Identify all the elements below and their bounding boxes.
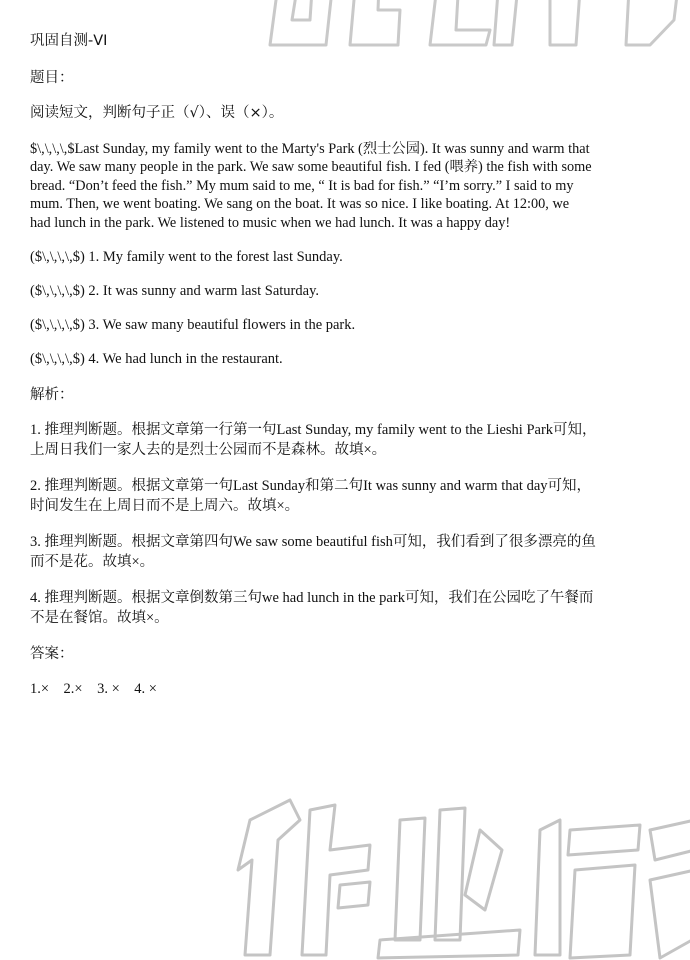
- instruction-text: 阅读短文，判断句子正（√）、误（×）。: [30, 105, 284, 121]
- statement-4: ($\,\,\,\,$) 4. We had lunch in the restaurant.: [30, 351, 283, 367]
- analysis-line: 3. 推理判断题。根据文章第四句We saw some beautiful fish可知，我们看到了很多漂亮的鱼: [30, 534, 596, 550]
- passage-line: mum. Then, we went boating. We sang on the boat. It was so nice. I like boating. At 12:00, we: [30, 196, 570, 213]
- analysis-line: 4. 推理判断题。根据文章倒数第三句we had lunch in the park可知，我们在公园吃了午餐而: [30, 590, 594, 606]
- passage-line: had lunch in the park. We listened to music when we had lunch. It was a happy day!: [30, 214, 511, 231]
- question-label: 题目：: [30, 70, 74, 86]
- answer-label: 答案：: [30, 646, 74, 662]
- analysis-item-4: [30, 589, 662, 628]
- analysis-line: 上周日我们一家人去的是烈士公园而不是森林。故填×。: [30, 441, 387, 458]
- analysis-line: 不是在餐馆。故填×。: [30, 609, 169, 626]
- analysis-line: 而不是花。故填×。: [30, 553, 155, 570]
- analysis-line: 时间发生在上周日而不是上周六。故填×。: [30, 497, 300, 514]
- answer-list: 1.× 2.× 3. × 4. ×: [30, 681, 157, 697]
- analysis-item-1: [30, 421, 662, 460]
- analysis-item-3: [30, 533, 662, 572]
- analysis-line: 1. 推理判断题。根据文章第一行第一句Last Sunday, my family went to the Lieshi Park可知，: [30, 422, 597, 438]
- reading-passage: [30, 140, 662, 232]
- statement-3: ($\,\,\,\,$) 3. We saw many beautiful flowers in the park.: [30, 317, 356, 333]
- analysis-label: 解析：: [30, 387, 74, 403]
- analysis-line: 2. 推理判断题。根据文章第一句Last Sunday和第二句It was sunny and warm that day可知，: [30, 478, 592, 494]
- statement-2: ($\,\,\,\,$) 2. It was sunny and warm last Saturday.: [30, 283, 320, 299]
- watermark-top-logo: [250, 0, 690, 50]
- analysis-item-2: [30, 477, 662, 516]
- page-title: 巩固自测-VI: [30, 33, 108, 49]
- passage-line: bread. “Don’t feed the fish.” My mum said to me, “ It is bad for fish.” “I’m sorry.” I said to my: [30, 177, 574, 194]
- watermark-bottom-logo: [230, 790, 690, 960]
- passage-line: $\,\,\,\,$Last Sunday, my family went to the Marty's Park (烈士公园). It was sunny and warm that: [30, 141, 590, 157]
- passage-line: day. We saw many people in the park. We saw some beautiful fish. I fed (喂养) the fish with some: [30, 159, 592, 176]
- statement-1: ($\,\,\,\,$) 1. My family went to the forest last Sunday.: [30, 249, 343, 265]
